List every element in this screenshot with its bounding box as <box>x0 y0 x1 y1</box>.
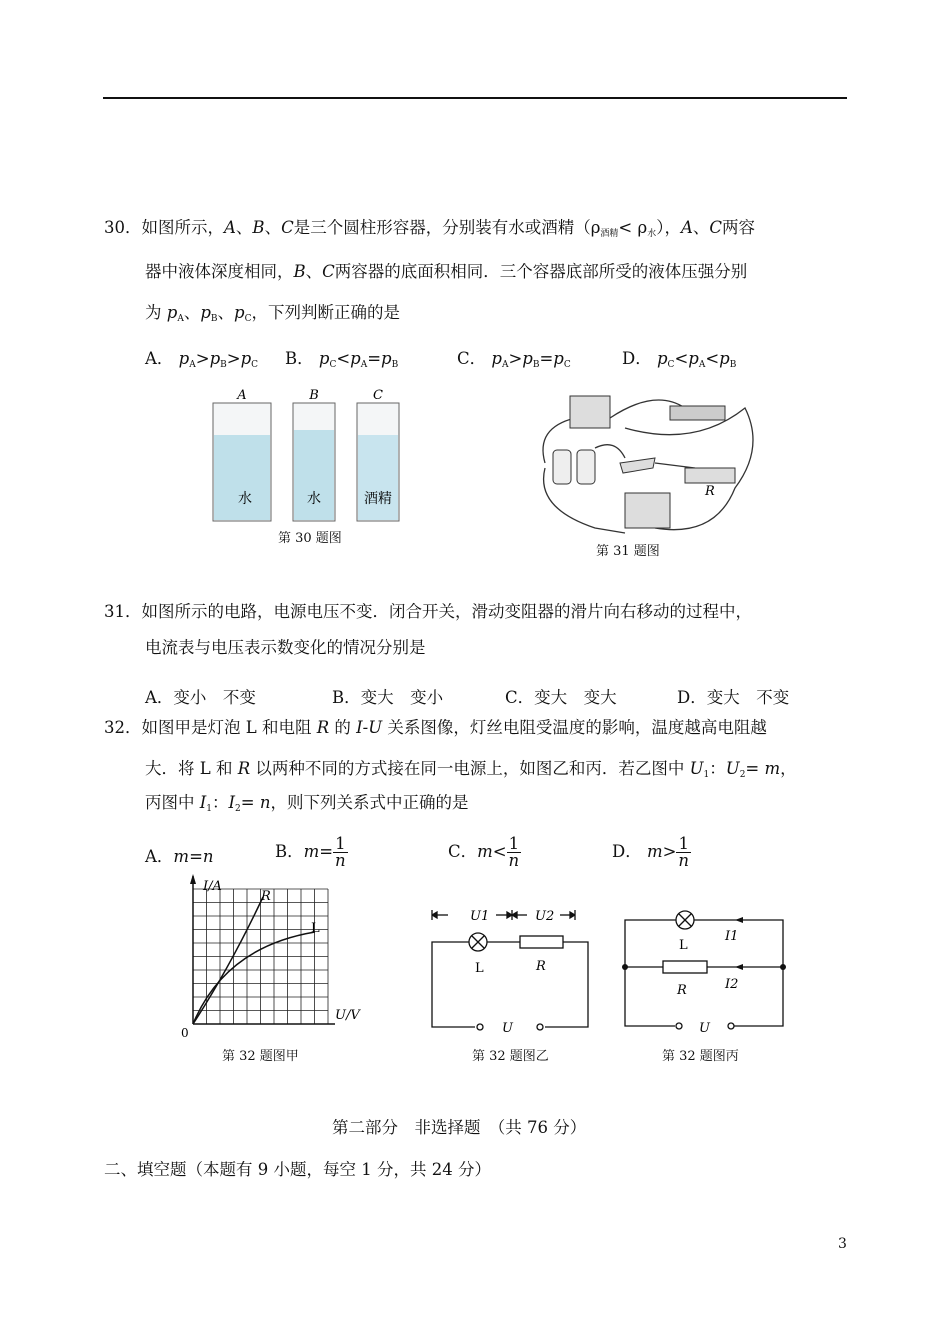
text-segment: 的 <box>329 718 357 737</box>
text-segment: p <box>178 349 190 368</box>
resistor-label: R <box>677 983 687 998</box>
text-segment: C <box>667 360 675 370</box>
numerator: 1 <box>508 834 520 853</box>
text-segment: 2 <box>739 770 746 780</box>
text-segment: D． <box>622 349 657 368</box>
text-segment: 、 <box>217 303 234 322</box>
text-segment: p <box>166 303 178 322</box>
text-segment: B <box>220 360 227 370</box>
text-segment: A <box>177 314 184 324</box>
page-number: 3 <box>838 1236 847 1252</box>
lamp-label: L <box>679 938 688 953</box>
text-segment: > <box>226 349 241 368</box>
q30-option-a[interactable] <box>145 345 258 370</box>
text-segment: C <box>322 262 335 281</box>
text-segment: A <box>698 360 706 370</box>
text-segment: < ρ <box>618 218 648 237</box>
q30-option-b[interactable] <box>285 345 398 370</box>
text-segment: 32．如图甲是灯泡 L 和电阻 <box>104 718 317 737</box>
section-subtitle: 二、填空题（本题有 9 小题，每空 1 分，共 24 分） <box>104 1160 491 1179</box>
text-segment: R <box>237 759 251 778</box>
graph-caption: 第 32 题图甲 <box>222 1049 299 1064</box>
text-segment: ， <box>780 759 797 778</box>
option-label: D． <box>612 842 642 861</box>
option-expr: m=n <box>173 847 214 866</box>
text-segment: p <box>522 349 533 368</box>
text-segment: 1 <box>703 770 710 780</box>
container-label-b: B <box>309 388 319 403</box>
text-segment: p <box>688 349 699 368</box>
q31-line-1 <box>104 602 752 622</box>
text-segment: C．变大 变大 <box>505 688 617 707</box>
source-label: U <box>502 1021 513 1035</box>
denominator: n <box>335 851 346 870</box>
u1-label: U1 <box>470 909 490 924</box>
text-segment: > <box>508 349 523 368</box>
option-expr: m= <box>303 842 334 861</box>
text-segment: 1 <box>206 804 213 814</box>
curve-r-label: R <box>261 889 271 904</box>
header-rule <box>103 97 847 99</box>
q32-iu-graph <box>175 872 375 1044</box>
text-segment: 、 <box>183 303 201 322</box>
q32-option-a[interactable] <box>145 843 214 867</box>
text-segment: I <box>199 793 207 812</box>
text-segment: p <box>209 349 221 368</box>
text-segment: A <box>189 360 196 370</box>
text-segment: p <box>553 349 564 368</box>
curve-l-label: L <box>311 921 320 936</box>
text-segment: 、 <box>235 218 253 237</box>
text-segment: I-U <box>356 718 383 737</box>
text-segment: > <box>195 349 210 368</box>
q31-caption: 第 31 题图 <box>596 544 660 559</box>
q31-option-d[interactable] <box>677 684 789 708</box>
text-segment: 、 <box>692 218 710 237</box>
text-segment: B <box>293 262 306 281</box>
text-segment: p <box>656 349 668 368</box>
q32-option-c[interactable] <box>448 836 521 869</box>
text-segment: I <box>228 793 236 812</box>
source-label: U <box>699 1021 710 1032</box>
text-segment: B <box>210 314 218 324</box>
q32-option-b[interactable] <box>275 836 348 869</box>
text-segment: n <box>259 793 271 812</box>
q32-option-d[interactable] <box>612 836 691 869</box>
text-segment: ，下列判断正确的是 <box>251 303 400 322</box>
text-segment: < <box>336 349 351 368</box>
text-segment: C． <box>457 349 492 368</box>
text-segment: A <box>680 218 693 237</box>
q32-parallel-circuit <box>615 902 795 1032</box>
fraction <box>507 836 522 869</box>
text-segment: p <box>200 303 211 322</box>
q30-line-2 <box>145 262 747 282</box>
text-segment: U <box>725 759 740 778</box>
fraction <box>333 836 348 869</box>
text-segment: C <box>244 314 252 324</box>
origin-label: 0 <box>181 1026 189 1040</box>
parallel-caption: 第 32 题图丙 <box>662 1049 739 1064</box>
text-segment: 以两种不同的方式接在同一电源上，如图乙和丙．若乙图中 <box>250 759 690 778</box>
text-segment: p <box>491 349 502 368</box>
denominator: n <box>508 851 520 870</box>
lamp-label: L <box>475 961 484 976</box>
section-title: 第二部分 非选择题 （共 76 分） <box>332 1118 587 1137</box>
option-expr: m< <box>477 842 507 861</box>
text-segment: 大．将 L 和 <box>145 759 238 778</box>
text-segment: p <box>318 349 330 368</box>
q31-line-2 <box>145 638 426 658</box>
text-segment: 31．如图所示的电路，电源电压不变．闭合开关，滑动变阻器的滑片向右移动的过程中， <box>104 602 752 621</box>
text-segment: 酒精 <box>600 229 619 239</box>
u2-label: U2 <box>535 909 555 924</box>
text-segment: 2 <box>235 804 241 814</box>
q30-option-c[interactable] <box>457 345 571 370</box>
text-segment: 为 <box>145 303 167 322</box>
q31-option-c[interactable] <box>505 684 617 708</box>
text-segment: B <box>729 360 737 370</box>
text-segment: 水 <box>647 229 657 239</box>
option-label: A． <box>145 847 174 866</box>
text-segment: 、 <box>264 218 282 237</box>
liquid-label-c: 酒精 <box>364 491 392 507</box>
text-segment: p <box>234 303 245 322</box>
text-segment: < <box>705 349 720 368</box>
text-segment: p <box>719 349 730 368</box>
denominator: n <box>678 851 690 870</box>
liquid-label-b: 水 <box>307 491 321 507</box>
text-segment: A <box>360 360 368 370</box>
liquid-label-a: 水 <box>238 491 252 507</box>
text-segment: C <box>563 360 571 370</box>
text-segment: 关系图像，灯丝电阻受温度的影响，温度越高电阻越 <box>382 718 767 737</box>
fraction <box>676 836 691 869</box>
text-segment: B <box>532 360 540 370</box>
numerator: 1 <box>335 834 346 853</box>
text-segment: p <box>240 349 252 368</box>
text-segment: A．变小 不变 <box>145 688 256 707</box>
q30-line-3 <box>145 303 400 329</box>
text-segment: C <box>329 360 337 370</box>
text-segment: 器中液体深度相同， <box>145 262 294 281</box>
text-segment: A <box>501 360 509 370</box>
text-segment: A． <box>145 349 179 368</box>
resistor-label: R <box>705 484 715 499</box>
text-segment: 、 <box>305 262 323 281</box>
text-segment: = <box>367 349 382 368</box>
q32-series-circuit <box>420 900 600 1035</box>
y-axis-label: I/A <box>203 879 222 894</box>
text-segment: m <box>764 759 781 778</box>
text-segment: B <box>391 360 399 370</box>
text-segment: = <box>240 793 260 812</box>
q30-option-d[interactable] <box>622 345 736 370</box>
text-segment: 两容 <box>722 218 755 237</box>
q32-line-2 <box>145 759 797 785</box>
text-segment: 两容器的底面积相同．三个容器底部所受的液体压强分别 <box>334 262 748 281</box>
q31-option-a[interactable] <box>145 684 256 708</box>
text-segment: ： <box>709 759 726 778</box>
q32-line-1 <box>104 718 767 738</box>
q32-line-3 <box>145 793 469 819</box>
i2-label: I2 <box>725 977 739 992</box>
text-segment: < <box>674 349 689 368</box>
text-segment: ，则下列关系式中正确的是 <box>270 793 469 812</box>
text-segment: 是三个圆柱形容器，分别装有水或酒精（ρ <box>293 218 601 237</box>
resistor-label: R <box>536 959 546 974</box>
text-segment: 30．如图所示， <box>104 218 224 237</box>
x-axis-label: U/V <box>335 1008 360 1023</box>
container-label-a: A <box>237 388 247 403</box>
text-segment: ）， <box>656 218 681 237</box>
i1-label: I1 <box>725 929 739 944</box>
q30-line-1 <box>104 218 755 244</box>
text-segment: B． <box>285 349 319 368</box>
q31-option-b[interactable] <box>332 684 443 708</box>
text-segment: p <box>381 349 392 368</box>
text-segment: p <box>350 349 361 368</box>
numerator: 1 <box>678 834 689 853</box>
series-caption: 第 32 题图乙 <box>472 1049 549 1064</box>
text-segment: = <box>745 759 765 778</box>
option-label: C． <box>448 842 478 861</box>
text-segment: U <box>689 759 704 778</box>
text-segment: B <box>252 218 265 237</box>
text-segment: C <box>281 218 294 237</box>
text-segment: R <box>316 718 330 737</box>
q31-circuit-photo <box>535 388 760 540</box>
option-expr: m> <box>646 842 677 861</box>
q30-caption: 第 30 题图 <box>278 531 342 546</box>
text-segment: D．变大 不变 <box>677 688 790 707</box>
container-label-c: C <box>373 388 383 403</box>
text-segment: ： <box>212 793 229 812</box>
text-segment: A <box>224 218 236 237</box>
text-segment: = <box>539 349 554 368</box>
text-segment: 电流表与电压表示数变化的情况分别是 <box>145 638 426 657</box>
text-segment: C <box>709 218 722 237</box>
text-segment: B．变大 变小 <box>332 688 444 707</box>
q30-containers-figure <box>205 385 415 525</box>
option-label: B． <box>275 842 304 861</box>
text-segment: 丙图中 <box>145 793 200 812</box>
text-segment: C <box>251 360 259 370</box>
